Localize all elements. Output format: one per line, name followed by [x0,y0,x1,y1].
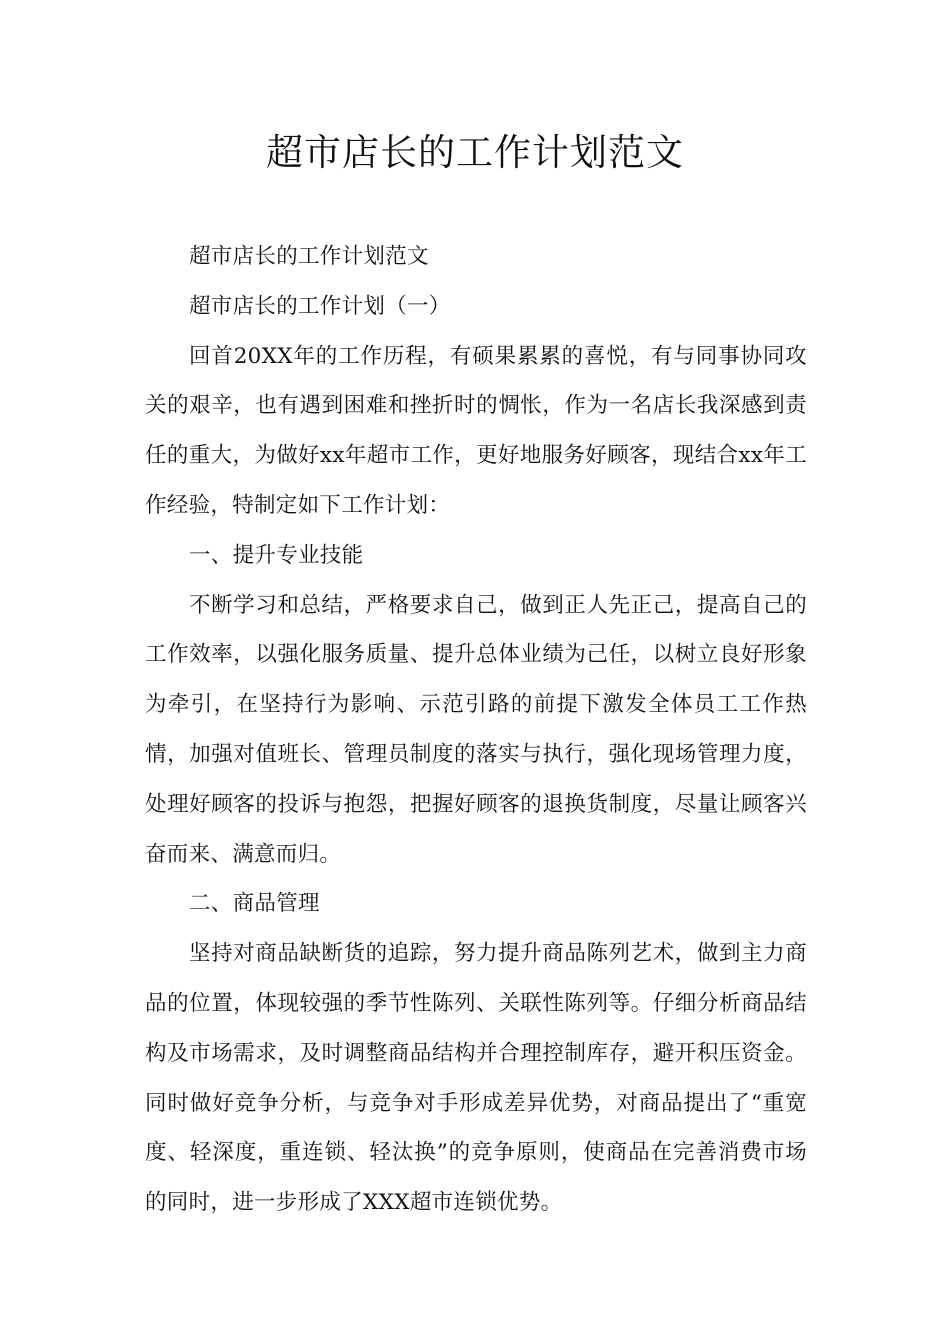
document-title: 超市店长的工作计划范文 [266,131,684,174]
document-body [145,232,807,1228]
section-heading-goods: 二、商品管理 [189,891,320,917]
paragraph-skills: 不断学习和总结，严格要求自己，做到正人先正己，提高自己的工作效率，以强化服务质量、提升总体业绩为己任，以树立良好形象为牵引，在坚持行为影响、示范引路的前提下激发全体员工工作热情，加强对值班长、管理员制度的落实与执行，强化现场管理力度，处理好顾客的投诉与抱怨，把握好顾客的退换货制度，尽量让顾客兴奋而来、满意而归。 [145,592,807,867]
section-heading-skills: 一、提升专业技能 [189,542,364,568]
paragraph-intro: 回首20XX年的工作历程，有硕果累累的喜悦，有与同事协同攻关的艰辛，也有遇到困难和挫折时的惆怅，作为一名店长我深感到责任的重大，为做好xx年超市工作，更好地服务好顾客，现结合xx年工作经验，特制定如下工作计划： [145,343,807,518]
paragraph-plan-one-title: 超市店长的工作计划（一） [189,293,451,319]
paragraph-goods: 坚持对商品缺断货的追踪，努力提升商品陈列艺术，做到主力商品的位置，体现较强的季节性陈列、关联性陈列等。仔细分析商品结构及市场需求，及时调整商品结构并合理控制库存，避开积压资金。同时做好竞争分析，与竞争对手形成差异优势，对商品提出了“重宽度、轻深度，重连锁、轻汰换”的竞争原则，使商品在完善消费市场的同时，进一步形成了XXX超市连锁优势。 [145,941,807,1216]
paragraph-heading-repeat: 超市店长的工作计划范文 [189,244,429,269]
